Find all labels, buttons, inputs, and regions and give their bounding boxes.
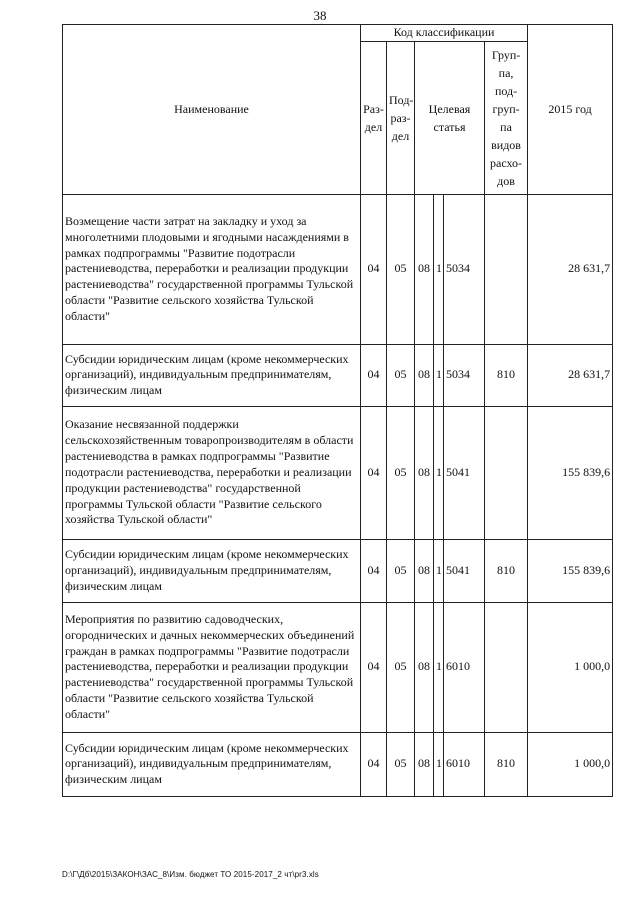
table-row [63, 732, 613, 796]
row-podrazdel: 05 [387, 344, 415, 406]
row-amount: 155 839,6 [528, 539, 613, 602]
row-podrazdel: 05 [387, 539, 415, 602]
header-name: Наименование [63, 25, 361, 195]
table-row [63, 194, 613, 344]
table-row [63, 344, 613, 406]
row-article-program: 08 [415, 406, 434, 539]
row-podrazdel: 05 [387, 602, 415, 732]
row-article-subprogram: 1 [434, 602, 444, 732]
header-podrazdel: Под- раз- дел [387, 41, 415, 194]
row-podrazdel: 05 [387, 732, 415, 796]
row-article-program: 08 [415, 194, 434, 344]
row-razdel: 04 [361, 406, 387, 539]
table-body [63, 194, 613, 796]
file-path-footer: D:\Г\Дб\2015\ЗАКОН\ЗАС_8\Изм. бюджет ТО 2015-2017_2 чт\pr3.xls [62, 870, 319, 879]
header-target-article: Целевая статья [415, 41, 485, 194]
row-amount: 28 631,7 [528, 344, 613, 406]
row-article-subprogram: 1 [434, 406, 444, 539]
row-expense-group: 810 [485, 732, 528, 796]
row-name: Мероприятия по развитию садоводческих, огороднических и дачных некоммерческих объединений граждан в рамках подпрограммы "Развитие подотрасли растениеводства, переработки и реализации продукции растениеводства" государственной программы Тульской области "Развитие сельского хозяйства Тульской области" [63, 602, 361, 732]
budget-table [62, 24, 613, 797]
row-razdel: 04 [361, 732, 387, 796]
row-name: Оказание несвязанной поддержки сельскохозяйственным товаропроизводителям в области растениеводства в рамках подпрограммы "Развитие подотрасли растениеводства, переработки и реализации продукции растениеводства" государственной программы Тульской области "Развитие сельского хозяйства Тульской области" [63, 406, 361, 539]
row-name: Субсидии юридическим лицам (кроме некоммерческих организаций), индивидуальным предпринимателям, физическим лицам [63, 539, 361, 602]
row-amount: 28 631,7 [528, 194, 613, 344]
row-razdel: 04 [361, 539, 387, 602]
row-article-direction: 5041 [444, 539, 485, 602]
row-expense-group [485, 602, 528, 732]
table-row [63, 602, 613, 732]
row-article-direction: 5034 [444, 344, 485, 406]
header-classification-code: Код классификации [361, 25, 528, 42]
row-name: Возмещение части затрат на закладку и уход за многолетними плодовыми и ягодными насаждениями в рамках подпрограммы "Развитие подотрасли растениеводства, переработки и реализации продукции растениеводства" государственной программы Тульской области "Развитие сельского хозяйства Тульской области" [63, 194, 361, 344]
row-expense-group [485, 406, 528, 539]
row-amount: 155 839,6 [528, 406, 613, 539]
row-article-subprogram: 1 [434, 539, 444, 602]
row-name: Субсидии юридическим лицам (кроме некоммерческих организаций), индивидуальным предпринимателям, физическим лицам [63, 732, 361, 796]
row-name: Субсидии юридическим лицам (кроме некоммерческих организаций), индивидуальным предпринимателям, физическим лицам [63, 344, 361, 406]
row-podrazdel: 05 [387, 406, 415, 539]
row-razdel: 04 [361, 602, 387, 732]
row-article-direction: 5041 [444, 406, 485, 539]
row-article-direction: 6010 [444, 732, 485, 796]
row-expense-group [485, 194, 528, 344]
page-number: 38 [313, 8, 327, 23]
row-article-subprogram: 1 [434, 194, 444, 344]
row-expense-group: 810 [485, 539, 528, 602]
row-amount: 1 000,0 [528, 602, 613, 732]
table-row [63, 406, 613, 539]
header-year: 2015 год [528, 25, 613, 195]
header-razdel: Раз- дел [361, 41, 387, 194]
row-podrazdel: 05 [387, 194, 415, 344]
row-article-program: 08 [415, 732, 434, 796]
row-article-program: 08 [415, 344, 434, 406]
row-article-direction: 6010 [444, 602, 485, 732]
row-amount: 1 000,0 [528, 732, 613, 796]
row-expense-group: 810 [485, 344, 528, 406]
row-article-subprogram: 1 [434, 344, 444, 406]
row-article-subprogram: 1 [434, 732, 444, 796]
table-row [63, 539, 613, 602]
row-article-direction: 5034 [444, 194, 485, 344]
table-header [63, 25, 613, 195]
row-razdel: 04 [361, 344, 387, 406]
header-expense-group: Груп- па, под- груп- па видов расхо- дов [485, 41, 528, 194]
row-article-program: 08 [415, 539, 434, 602]
row-article-program: 08 [415, 602, 434, 732]
row-razdel: 04 [361, 194, 387, 344]
